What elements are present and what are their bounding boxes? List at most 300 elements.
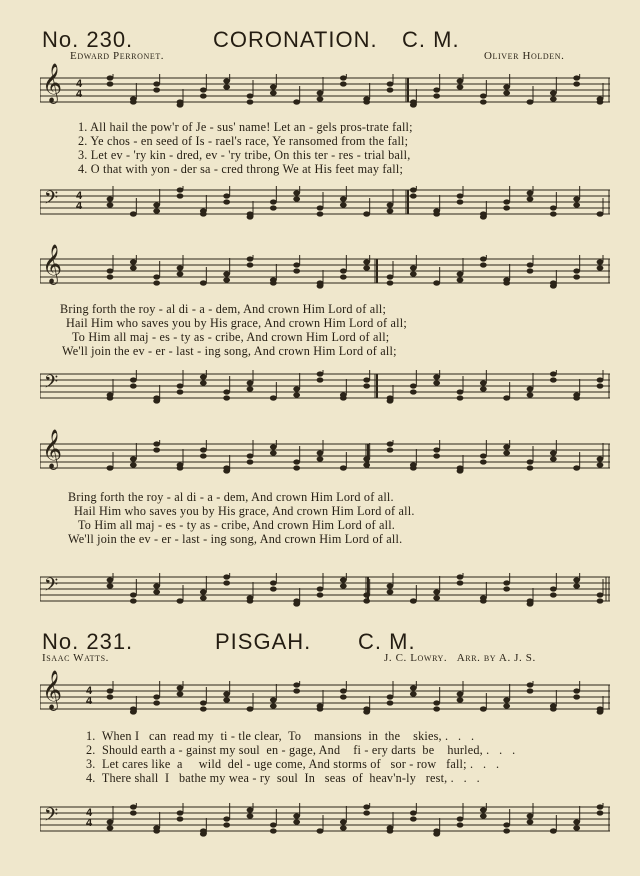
note-head [340, 583, 347, 588]
note-head [340, 274, 347, 279]
note-head [433, 447, 440, 452]
hymn-231-verse-1-line-1: 1. When I can read my ti - tle clear, To mansions in the skies, . . . [86, 729, 475, 743]
note-head [153, 395, 160, 400]
note-head [270, 580, 277, 585]
note-head [223, 389, 230, 394]
staff-lines [40, 74, 610, 108]
staff-system2-bass [40, 370, 610, 396]
staff-lines [40, 255, 610, 289]
note-head [503, 450, 510, 455]
note-head [527, 262, 534, 267]
time-signature: 4 4 [76, 78, 83, 100]
note-head [480, 386, 487, 391]
note-head [387, 395, 394, 400]
note-head [340, 81, 347, 86]
note-head [457, 580, 464, 585]
note-head [317, 828, 324, 833]
note-head [200, 447, 207, 452]
note-head [177, 598, 184, 603]
note-head [433, 280, 440, 285]
note-head [387, 583, 394, 588]
staff-system2-treble [40, 255, 610, 281]
note-head [597, 383, 604, 388]
note-head [503, 280, 510, 285]
note-head [247, 813, 254, 818]
note-head [247, 807, 254, 812]
note-head [457, 199, 464, 204]
note-head [247, 598, 254, 603]
note-head [597, 462, 604, 467]
note-head [480, 598, 487, 603]
note-head [317, 450, 324, 455]
note-head [410, 193, 417, 198]
note-head [480, 262, 487, 267]
note-head [223, 574, 230, 579]
note-head [247, 386, 254, 391]
note-head [387, 441, 394, 446]
note-head [340, 75, 347, 80]
note-head [177, 465, 184, 470]
note-head [130, 259, 137, 264]
note-head [363, 377, 370, 382]
note-head [177, 265, 184, 270]
note-head [410, 691, 417, 696]
note-head [527, 682, 534, 687]
note-head [503, 199, 510, 204]
note-head [130, 706, 137, 711]
note-head [410, 465, 417, 470]
note-head [597, 259, 604, 264]
staff-system4-treble [40, 681, 610, 707]
note-head [550, 828, 557, 833]
staff-system4-bass [40, 803, 610, 829]
note-head [247, 211, 254, 216]
note-head [153, 202, 160, 207]
hymn-230-title: CORONATION. [213, 27, 378, 52]
note-head [480, 706, 487, 711]
note-head [363, 259, 370, 264]
note-head [270, 205, 277, 210]
note-head [387, 828, 394, 833]
note-head [597, 810, 604, 815]
note-head [130, 99, 137, 104]
note-head [503, 828, 510, 833]
note-head [177, 187, 184, 192]
note-head [223, 84, 230, 89]
note-head [153, 589, 160, 594]
note-head [107, 274, 114, 279]
note-head [597, 456, 604, 461]
note-head [573, 268, 580, 273]
note-head [293, 386, 300, 391]
note-head [247, 380, 254, 385]
note-head [200, 380, 207, 385]
note-head [573, 202, 580, 207]
hymn-231-composer: J. C. Lowry. Arr. by A. J. S. [384, 652, 536, 664]
staff-lines [40, 803, 610, 837]
note-head [550, 586, 557, 591]
staff-lines [40, 573, 610, 607]
staff-lines [40, 370, 610, 404]
note-head [177, 383, 184, 388]
note-head [293, 682, 300, 687]
hymn-231-meter: C. M. [358, 629, 416, 654]
hymn-230-verse-4-line-3: We'll join the ev - er - last - ing song, And crown Him Lord of all. [68, 532, 403, 546]
note-head [317, 211, 324, 216]
note-head [223, 199, 230, 204]
note-head [457, 574, 464, 579]
note-head [293, 392, 300, 397]
hymn-230-verse-1-line-3: Bring forth the roy - al di - a - dem, And crown Him Lord of all. [68, 490, 394, 504]
note-head [527, 190, 534, 195]
note-head [480, 459, 487, 464]
note-head [270, 395, 277, 400]
note-head [317, 377, 324, 382]
note-head [550, 377, 557, 382]
note-head [200, 93, 207, 98]
note-head [177, 389, 184, 394]
note-head [107, 196, 114, 201]
note-head [597, 211, 604, 216]
note-head [130, 462, 137, 467]
note-head [340, 268, 347, 273]
note-head [410, 685, 417, 690]
treble-clef-icon: 𝄞 [42, 244, 63, 284]
note-head [340, 465, 347, 470]
note-head [340, 694, 347, 699]
note-head [107, 395, 114, 400]
hymn-231-verse-3-line-1: 3. Let cares like a wild del - uge come, And storms of sor - row fall; . . . [86, 757, 500, 771]
note-head [107, 81, 114, 86]
note-head [363, 99, 370, 104]
time-signature: 4 4 [86, 685, 93, 707]
note-head [107, 268, 114, 273]
note-head [573, 819, 580, 824]
note-head [550, 90, 557, 95]
note-head [293, 598, 300, 603]
hymn-230-verse-4-line-1: 4. O that with yon - der sa - cred throng We at His feet may fall; [78, 162, 404, 176]
hymn-231-verse-4-line-1: 4. There shall I bathe my wea - ry soul In seas of heav'n-ly rest, . . . [86, 771, 480, 785]
note-head [317, 205, 324, 210]
note-head [223, 78, 230, 83]
note-head [130, 265, 137, 270]
note-head [223, 395, 230, 400]
note-head [223, 277, 230, 282]
note-head [387, 274, 394, 279]
note-head [503, 444, 510, 449]
note-head [597, 706, 604, 711]
note-head [223, 465, 230, 470]
note-head [527, 813, 534, 818]
note-head [573, 81, 580, 86]
bass-clef-icon: 𝄢 [44, 372, 59, 397]
hymn-230-verse-2-line-2: Hail Him who saves you by His grace, And crown Him Lord of all; [66, 316, 407, 330]
note-head [503, 703, 510, 708]
note-head [433, 706, 440, 711]
treble-clef-icon: 𝄞 [42, 429, 63, 469]
note-head [270, 199, 277, 204]
hymn-230-verse-3-line-2: To Him all maj - es - ty as - cribe, And crown Him Lord of all; [72, 330, 390, 344]
note-head [270, 90, 277, 95]
staff-system3-treble [40, 440, 610, 466]
note-head [317, 90, 324, 95]
note-head [293, 196, 300, 201]
note-head [247, 99, 254, 104]
note-head [317, 456, 324, 461]
note-head [527, 392, 534, 397]
note-head [153, 828, 160, 833]
hymn-230-verse-1-line-1: 1. All hail the pow'r of Je - sus' name! Let an - gels pros-trate fall; [78, 120, 413, 134]
note-head [363, 456, 370, 461]
note-head [223, 816, 230, 821]
note-head [247, 453, 254, 458]
note-head [293, 262, 300, 267]
note-head [107, 75, 114, 80]
staff-lines [40, 186, 610, 220]
note-head [457, 277, 464, 282]
note-head [597, 598, 604, 603]
note-head [130, 592, 137, 597]
note-head [573, 688, 580, 693]
note-head [317, 96, 324, 101]
note-head [503, 822, 510, 827]
note-head [480, 813, 487, 818]
note-head [340, 202, 347, 207]
note-head [597, 265, 604, 270]
note-head [153, 81, 160, 86]
note-head [573, 395, 580, 400]
note-head [457, 193, 464, 198]
note-head [480, 93, 487, 98]
note-head [317, 592, 324, 597]
note-head [317, 371, 324, 376]
note-head [387, 589, 394, 594]
note-head [480, 256, 487, 261]
note-head [573, 577, 580, 582]
note-head [153, 274, 160, 279]
hymn-231-author: Isaac Watts. [42, 652, 109, 664]
note-head [503, 90, 510, 95]
note-head [223, 580, 230, 585]
note-head [177, 691, 184, 696]
note-head [223, 822, 230, 827]
hymn-230-author: Edward Perronet. [70, 50, 165, 62]
note-head [363, 706, 370, 711]
note-head [387, 694, 394, 699]
note-head [340, 196, 347, 201]
hymn-230-verse-4-line-2: We'll join the ev - er - last - ing song, And crown Him Lord of all; [62, 344, 397, 358]
note-head [573, 75, 580, 80]
note-head [130, 804, 137, 809]
note-head [200, 828, 207, 833]
note-head [503, 205, 510, 210]
note-head [317, 280, 324, 285]
note-head [177, 816, 184, 821]
note-head [130, 456, 137, 461]
note-head [153, 447, 160, 452]
note-head [130, 598, 137, 603]
staff-system1-bass [40, 186, 610, 212]
note-head [153, 87, 160, 92]
note-head [200, 589, 207, 594]
note-head [107, 819, 114, 824]
note-head [363, 592, 370, 597]
note-head [573, 694, 580, 699]
staff-lines [40, 681, 610, 715]
note-head [597, 592, 604, 597]
note-head [573, 196, 580, 201]
note-head [200, 280, 207, 285]
note-head [527, 268, 534, 273]
note-head [177, 99, 184, 104]
note-head [503, 697, 510, 702]
note-head [503, 586, 510, 591]
hymn-230-meter: C. M. [402, 27, 460, 52]
hymn-231-verse-2-line-1: 2. Should earth a - gainst my soul en - gage, And fi - ery darts be hurled, . . . [86, 743, 516, 757]
note-head [387, 81, 394, 86]
note-head [270, 444, 277, 449]
note-head [340, 819, 347, 824]
note-head [457, 78, 464, 83]
note-head [387, 202, 394, 207]
note-head [433, 380, 440, 385]
note-head [433, 700, 440, 705]
note-head [340, 577, 347, 582]
note-head [573, 583, 580, 588]
note-head [200, 211, 207, 216]
note-head [340, 395, 347, 400]
note-head [223, 271, 230, 276]
note-head [550, 456, 557, 461]
note-head [293, 190, 300, 195]
hymn-230-verse-1-line-2: Bring forth the roy - al di - a - dem, And crown Him Lord of all; [60, 302, 387, 316]
note-head [550, 205, 557, 210]
note-head [527, 99, 534, 104]
note-head [480, 380, 487, 385]
note-head [270, 450, 277, 455]
note-head [107, 825, 114, 830]
note-head [387, 208, 394, 213]
note-head [363, 265, 370, 270]
note-head [270, 828, 277, 833]
hymn-230-number: No. 230. [42, 27, 134, 52]
note-head [527, 465, 534, 470]
note-head [293, 99, 300, 104]
note-head [200, 700, 207, 705]
note-head [457, 697, 464, 702]
note-head [247, 256, 254, 261]
note-head [223, 697, 230, 702]
note-head [433, 93, 440, 98]
note-head [247, 93, 254, 98]
note-head [293, 819, 300, 824]
note-head [433, 595, 440, 600]
note-head [153, 700, 160, 705]
note-head [270, 280, 277, 285]
note-head [503, 580, 510, 585]
note-head [107, 202, 114, 207]
note-head [410, 99, 417, 104]
bass-clef-icon: 𝄢 [44, 805, 59, 830]
note-head [293, 813, 300, 818]
hymn-230-verse-3-line-1: 3. Let ev - 'ry kin - dred, ev - 'ry tribe, On this ter - res - trial ball, [78, 148, 411, 162]
note-head [503, 395, 510, 400]
bass-clef-icon: 𝄢 [44, 575, 59, 600]
note-head [527, 598, 534, 603]
note-head [270, 703, 277, 708]
note-head [130, 383, 137, 388]
note-head [317, 586, 324, 591]
hymn-231-title: PISGAH. [215, 629, 312, 654]
note-head [107, 577, 114, 582]
note-head [410, 810, 417, 815]
treble-clef-icon: 𝄞 [42, 670, 63, 710]
note-head [410, 271, 417, 276]
note-head [107, 583, 114, 588]
note-head [457, 389, 464, 394]
note-head [433, 87, 440, 92]
note-head [550, 371, 557, 376]
note-head [247, 459, 254, 464]
note-head [527, 819, 534, 824]
note-head [363, 462, 370, 467]
note-head [597, 804, 604, 809]
hymn-230-verse-2-line-3: Hail Him who saves you by His grace, And crown Him Lord of all. [74, 504, 415, 518]
note-head [317, 706, 324, 711]
hymn-230-composer: Oliver Holden. [484, 50, 565, 62]
note-head [387, 280, 394, 285]
note-head [433, 453, 440, 458]
note-head [363, 211, 370, 216]
note-head [107, 694, 114, 699]
note-head [457, 822, 464, 827]
note-head [107, 465, 114, 470]
note-head [177, 685, 184, 690]
note-head [153, 441, 160, 446]
note-head [293, 465, 300, 470]
note-head [153, 583, 160, 588]
note-head [153, 208, 160, 213]
note-head [177, 810, 184, 815]
note-head [527, 386, 534, 391]
note-head [293, 688, 300, 693]
note-head [457, 84, 464, 89]
note-head [223, 193, 230, 198]
note-head [527, 459, 534, 464]
note-head [480, 99, 487, 104]
note-head [503, 84, 510, 89]
hymn-230-verse-2-line-1: 2. Ye chos - en seed of Is - rael's race, Ye ransomed from the fall; [78, 134, 409, 148]
note-head [457, 465, 464, 470]
note-head [550, 280, 557, 285]
note-head [247, 706, 254, 711]
note-head [550, 706, 557, 711]
note-head [130, 810, 137, 815]
time-signature: 4 4 [86, 807, 93, 829]
note-head [363, 810, 370, 815]
note-head [480, 453, 487, 458]
note-head [363, 383, 370, 388]
note-head [597, 377, 604, 382]
note-head [433, 589, 440, 594]
note-head [153, 694, 160, 699]
note-head [480, 211, 487, 216]
staff-lines [40, 440, 610, 474]
note-head [270, 822, 277, 827]
note-head [387, 700, 394, 705]
note-head [200, 374, 207, 379]
note-head [550, 96, 557, 101]
